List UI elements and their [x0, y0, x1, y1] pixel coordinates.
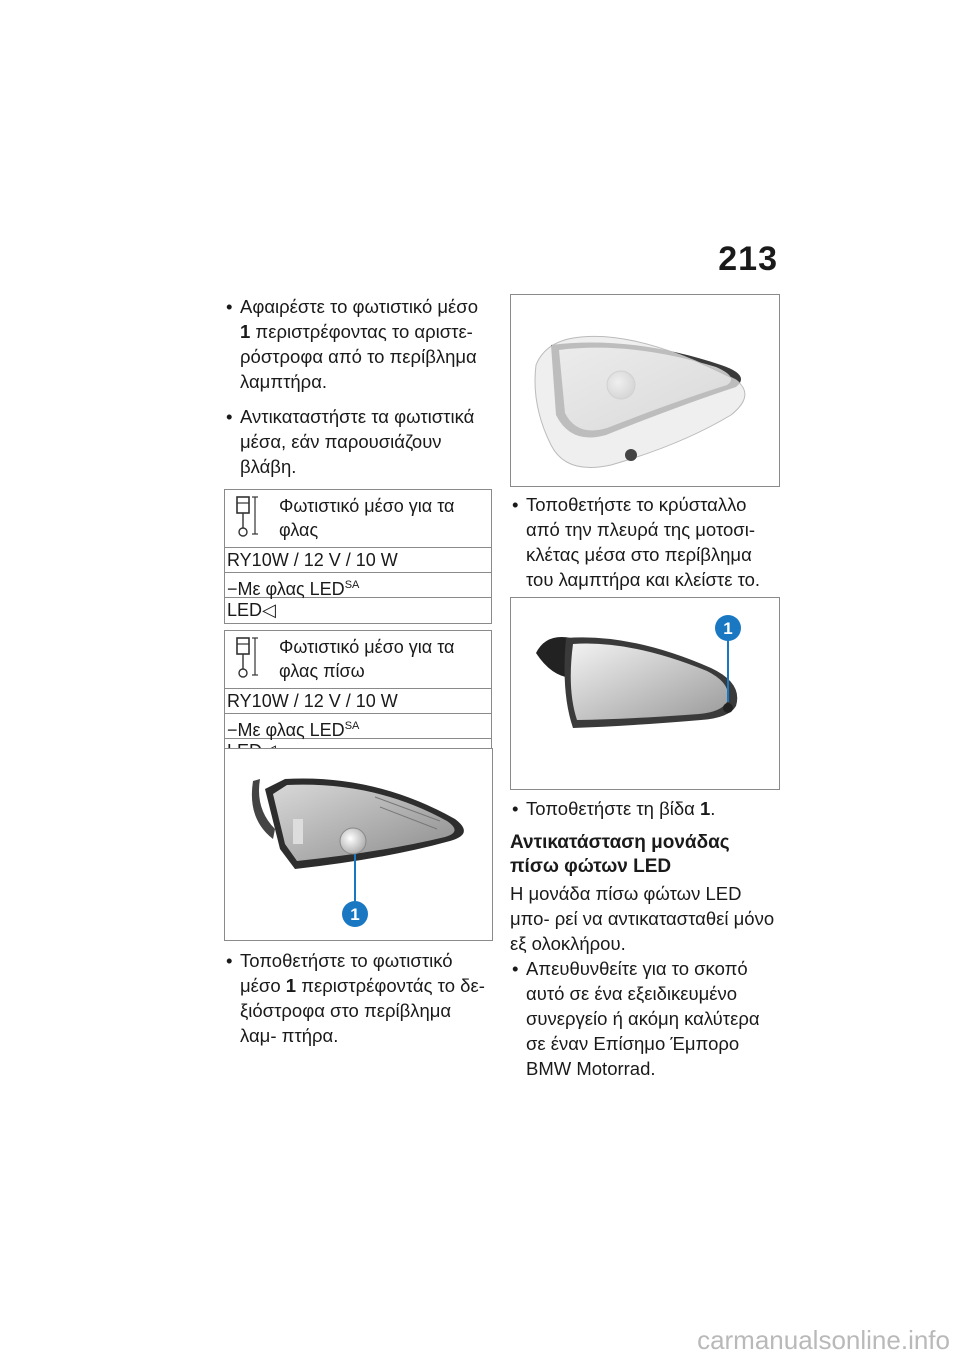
watermark: carmanualsonline.info	[697, 1325, 950, 1355]
spec-header	[225, 490, 491, 548]
spec-title: Φωτιστικό μέσο για τα φλας	[279, 496, 455, 540]
spec-row-bulb-type: RY10W / 12 V / 10 W	[225, 689, 491, 714]
bulb-spec-icon	[233, 635, 273, 681]
bullet-contact-dealer: • Απευθυνθείτε για το σκοπό αυτό σε ένα εξειδικευμένο συνεργείο ή ακόμη καλύτερα σε έναν Επίσημο Έμπορο BMW Motorrad.	[510, 956, 778, 1081]
right-column-upper	[510, 492, 778, 602]
spec-title: Φωτιστικό μέσο για τα φλας πίσω	[279, 637, 455, 681]
section-heading: Αντικατάσταση μονάδας πίσω φώτων LED	[510, 832, 730, 877]
ref-number: 1	[699, 798, 711, 819]
left-column	[224, 294, 492, 765]
bullet-install-lens: • Τοποθετήστε το κρύσταλλο από την πλευρά της μοτοσι- κλέτας μέσα στο περίβλημα του λαμπτήρα και κλείστε το.	[510, 492, 778, 592]
page-number: 213	[718, 240, 778, 278]
ref-number: 1	[285, 975, 297, 996]
ref-number: 1	[240, 321, 251, 342]
lens-illustration	[511, 295, 780, 487]
callout-number: 1	[350, 905, 360, 924]
housing-bulb-illustration	[225, 749, 493, 941]
bullet-remove-bulb: • Αφαιρέστε το φωτιστικό μέσο 1 περιστρέφοντας το αριστε- ρόστροφα από το περίβλημα λαμπτήρα.	[224, 294, 492, 394]
bulb-spec-icon	[233, 494, 273, 540]
bullet-install-bulb: • Τοποθετήστε το φωτιστικό μέσο 1 περιστρέφοντάς το δε- ξιόστροφα στο περίβλημα λαμ- πτήρα.	[224, 948, 492, 1048]
screw-illustration	[511, 598, 780, 790]
spec-row-led: LED◁	[227, 600, 276, 620]
section-paragraph: Η μονάδα πίσω φώτων LED μπο- ρεί να αντικατασταθεί μόνο εξ ολοκλήρου.	[510, 883, 775, 954]
bullet-install-screw: • Τοποθετήστε τη βίδα 1.	[510, 796, 778, 821]
figure-screw-position	[510, 597, 780, 790]
spec-row-bulb-type: RY10W / 12 V / 10 W	[225, 548, 491, 573]
spec-header	[225, 631, 491, 689]
spec-row-led-option: −Με φλας $LED^{SA}$	[225, 714, 491, 739]
spec-row-led-option: −Με φλας $LED^{SA}$	[225, 573, 491, 598]
callout-number: 1	[723, 619, 733, 638]
spec-table-front-indicator	[224, 489, 492, 624]
left-column-lower	[224, 948, 492, 1058]
spec-table-rear-indicator	[224, 630, 492, 765]
figure-lens-and-housing	[510, 294, 780, 487]
bullet-replace-bulbs: • Αντικαταστήστε τα φωτιστικά μέσα, εάν παρουσιάζουν βλάβη.	[224, 404, 492, 479]
figure-bulb-in-housing	[224, 748, 493, 941]
right-column-lower	[510, 796, 778, 1091]
